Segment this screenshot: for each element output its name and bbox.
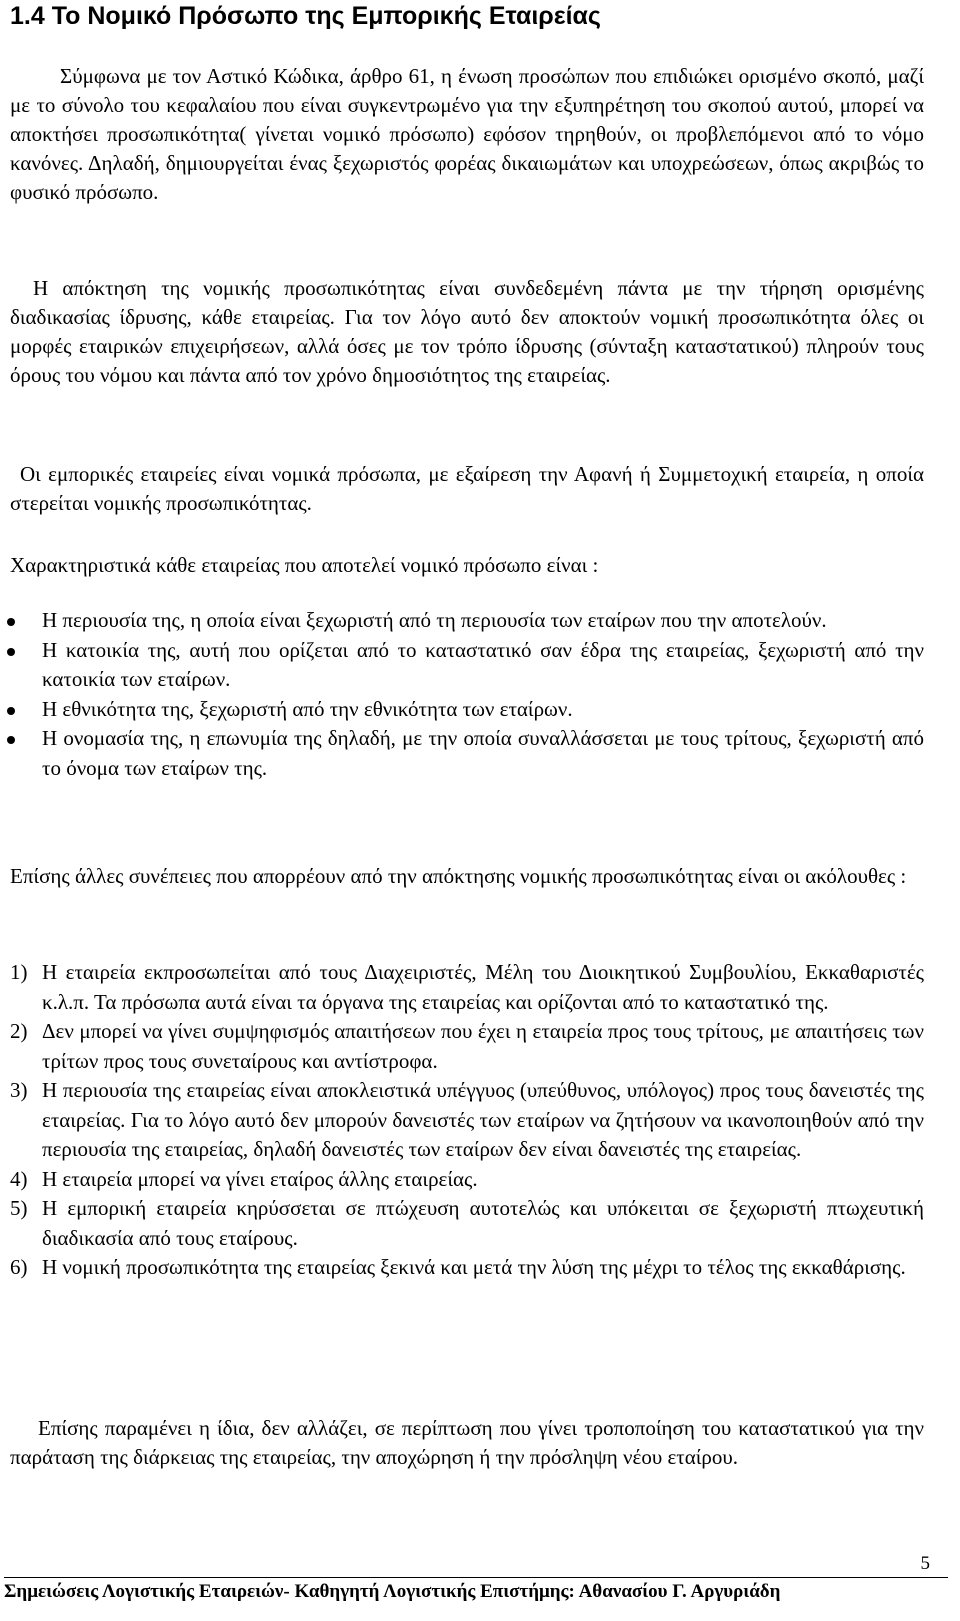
item-text: Η εταιρεία εκπροσωπείται από τους Διαχειριστές, Μέλη του Διοικητικού Συμβουλίου, Εκκαθαριστές κ.λ.π. Τα πρόσωπα αυτά είναι τα όργανα της εταιρείας και ορίζονται από το καταστατικό της. [42, 960, 924, 1014]
paragraph-characteristics-intro: Χαρακτηριστικά κάθε εταιρείας που αποτελεί νομικό πρόσωπο είναι : [10, 553, 599, 577]
item-number: 5) [10, 1196, 28, 1220]
page-footer: Σημειώσεις Λογιστικής Εταιρειών- Καθηγητή Λογιστικής Επιστήμης: Αθανασίου Γ. Αργυριάδη [4, 1577, 948, 1604]
item-text: Η νομική προσωπικότητα της εταιρείας ξεκινά και μετά την λύση της μέχρι το τέλος της εκκαθάρισης. [42, 1255, 906, 1279]
item-number: 2) [10, 1019, 28, 1043]
numbered-item [0, 958, 924, 1017]
bullet-text: Η εθνικότητα της, ξεχωριστή από την εθνικότητα των εταίρων. [42, 696, 573, 721]
item-number: 4) [10, 1166, 28, 1191]
bullet-icon [7, 707, 15, 715]
bullet-icon [7, 648, 15, 656]
bullet-text: Η κατοικία της, αυτή που ορίζεται από το καταστατικό σαν έδρα της εταιρείας, ξεχωριστή από την κατοικία των εταίρων. [42, 637, 924, 691]
item-text: Η περιουσία της εταιρείας είναι αποκλειστικά υπέγγυος (υπεύθυνος, υπόλογος) προς τους δανειστές της εταιρείας. Για το λόγο αυτό δεν μπορούν δανειστές των εταίρων να ζητήσουν να ικανοποιηθούν από την περιουσία της εταιρείας, δηλαδή δανειστές των εταίρων δεν είναι δανειστές της εταιρείας. [42, 1078, 924, 1161]
bullet-icon [7, 736, 15, 744]
paragraph-commercial-companies: Οι εμπορικές εταιρείες είναι νομικά πρόσωπα, με εξαίρεση την Αφανή ή Συμμετοχική εταιρεία, η οποία στερείται νομικής προσωπικότητας. [10, 462, 924, 515]
page-number: 5 [920, 1553, 930, 1574]
paragraph-consequences-intro: Επίσης άλλες συνέπειες που απορρέουν από την απόκτησης νομικής προσωπικότητας είναι οι ακόλουθες : [10, 864, 907, 888]
numbered-item [0, 1253, 924, 1283]
characteristics-bullet-list [0, 606, 924, 783]
bullet-item [0, 636, 924, 695]
item-text: Η εμπορική εταιρεία κηρύσσεται σε πτώχευση αυτοτελώς και υπόκειται σε ξεχωριστή πτωχευτική διαδικασία από τους εταίρους. [42, 1196, 924, 1250]
bullet-icon [7, 618, 15, 626]
bullet-item [0, 606, 924, 636]
paragraph-legal-entity-definition: Σύμφωνα με τον Αστικό Κώδικα, άρθρο 61, η ένωση προσώπων που επιδιώκει ορισμένο σκοπό, μαζί με το σύνολο του κεφαλαίου που είναι συγκεντρωμένο για την εξυπηρέτηση του σκοπού αυτού, μπορεί να αποκτήσει προσωπικότητα( γίνεται νομικό πρόσωπο) εφόσον τηρηθούν, οι προβλεπόμενοι από το νόμο κανόνες. Δηλαδή, δημιουργείται ένας ξεχωριστός φορέας δικαιωμάτων και υποχρεώσεων, όπως ακριβώς το φυσικό πρόσωπο. [10, 64, 924, 204]
numbered-item [0, 1194, 924, 1253]
paragraph-closing: Επίσης παραμένει η ίδια, δεν αλλάζει, σε περίπτωση που γίνει τροποποίηση του καταστατικού για την παράταση της διάρκειας της εταιρείας, την αποχώρηση ή την πρόσληψη νέου εταίρου. [10, 1416, 924, 1469]
paragraph-acquisition-of-personality: Η απόκτηση της νομικής προσωπικότητας είναι συνδεδεμένη πάντα με την τήρηση ορισμένης διαδικασίας ίδρυσης, κάθε εταιρείας. Για τον λόγο αυτό δεν αποκτούν νομική προσωπικότητα όλες οι μορφές εταιρικών επιχειρήσεων, αλλά όσες με τον τρόπο ίδρυσης (σύνταξη καταστατικού) πληρούν τους όρους του νόμου και πάντα από τον χρόνο δημοσιότητος της εταιρείας. [10, 276, 924, 387]
bullet-text: Η περιουσία της, η οποία είναι ξεχωριστή από τη περιουσία των εταίρων που την αποτελούν. [42, 608, 827, 632]
numbered-item [0, 1076, 924, 1165]
numbered-item [0, 1165, 924, 1195]
bullet-item [0, 695, 924, 725]
consequences-numbered-list [0, 958, 924, 1283]
bullet-item [0, 724, 924, 783]
bullet-text: Η ονομασία της, η επωνυμία της δηλαδή, με την οποία συναλλάσσεται με τους τρίτους, ξεχωριστή από το όνομα των εταίρων της. [42, 726, 924, 780]
item-text: Η εταιρεία μπορεί να γίνει εταίρος άλλης εταιρείας. [42, 1166, 478, 1191]
numbered-item [0, 1017, 924, 1076]
item-number: 6) [10, 1255, 28, 1279]
item-number: 3) [10, 1078, 28, 1102]
item-number: 1) [10, 960, 28, 984]
item-text: Δεν μπορεί να γίνει συμψηφισμός απαιτήσεων που έχει η εταιρεία προς τους τρίτους, με απαιτήσεις των τρίτων προς τους συνεταίρους και αντίστροφα. [42, 1019, 924, 1073]
section-heading: 1.4 Το Νομικό Πρόσωπο της Εμπορικής Εταιρείας [10, 2, 601, 30]
